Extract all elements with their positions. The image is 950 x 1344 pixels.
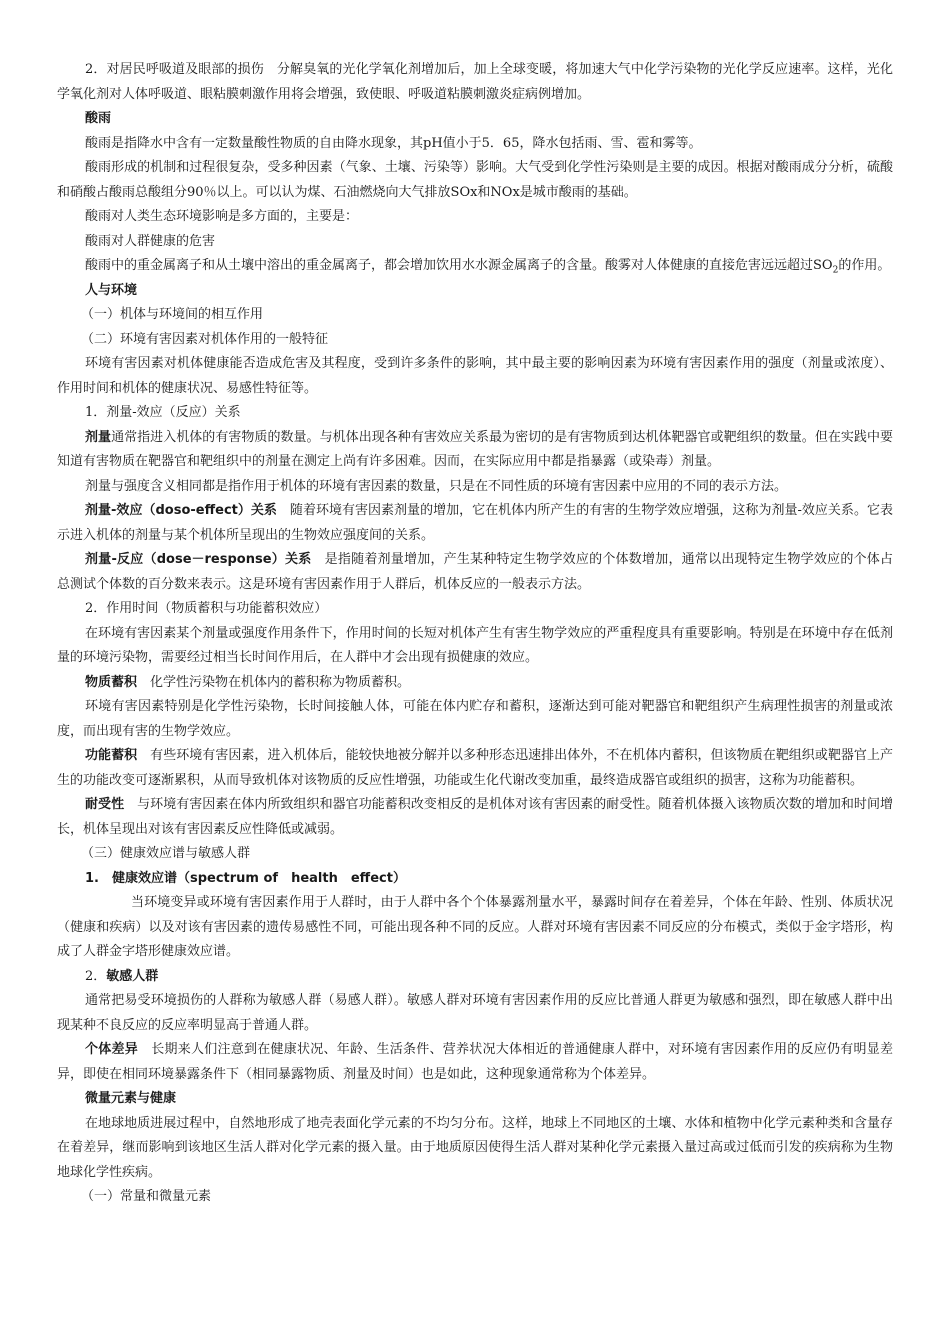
paragraph (57, 744, 893, 793)
term-label: 功能蓄积 (85, 748, 138, 763)
paragraph (57, 58, 893, 107)
paragraph (57, 352, 893, 401)
paragraph-text: 微量元素与健康 (85, 1091, 177, 1106)
paragraph-text: 酸雨对人群健康的危害 (85, 233, 216, 249)
term-label: 1. 健康效应谱（spectrum of health effect） (85, 870, 406, 886)
subsection-title (57, 842, 893, 867)
section-heading (57, 107, 893, 132)
paragraph-text: 酸雨 (85, 111, 112, 126)
subsection-title (57, 1185, 893, 1210)
paragraph (57, 622, 893, 671)
paragraph (57, 230, 893, 255)
paragraph-text: 是指随着剂量增加，产生某种特定生物学效应的个体数增加，通常以出现特定生物学效应的个体占总测试个体数的百分数来表示。这是环境有害因素作用于人群后，机体反应的一般表示方法。 (57, 552, 893, 592)
paragraph-tail: 的作用。 (838, 258, 891, 273)
subscript: 2 (832, 265, 839, 276)
subsection-title (57, 401, 893, 426)
section-heading (57, 279, 893, 304)
paragraph-text: 通常指进入机体的有害物质的数量。与机体出现各种有害效应关系最为密切的是有害物质到达机体靶器官或靶组织的数量。但在实践中要知道有害物质在靶器官和靶组织中的剂量在测定上尚有许多困难。因而，在实际应用中都是指暴露（或染毒）剂量。 (57, 429, 893, 469)
term-label: 剂量 (85, 429, 112, 445)
document-page (57, 58, 893, 1210)
paragraph-text: 当环境变异或环境有害因素作用于人群时，由于人群中各个个体暴露剂量水平，暴露时间存在着差异，个体在年龄、性别、体质状况（健康和疾病）以及对该有害因素的遗传易感性不同，可能出现各种不同的反应。人群对环境有害因素不同反应的分布模式，类似于金字塔形，构成了人群金字塔形健康效应谱。 (57, 895, 893, 959)
paragraph-text: 2．作用时间（物质蓄积与功能蓄积效应） (85, 601, 328, 616)
paragraph (57, 254, 893, 279)
subsection-title (57, 328, 893, 353)
paragraph-text: 随着环境有害因素剂量的增加，它在机体内所产生的有害的生物学效应增强，这称为剂量-效应关系。它表示进入机体的剂量与某个机体所呈现出的生物效应强度间的关系。 (57, 503, 893, 543)
term-label: 物质蓄积 (85, 674, 138, 690)
term-label: 剂量-效应（doso-effect）关系 (85, 503, 277, 518)
paragraph-text: 与环境有害因素在体内所致组织和器官功能蓄积改变相反的是机体对该有害因素的耐受性。随着机体摄入该物质次数的增加和时间增长，机体呈现出对该有害因素反应性降低或减弱。 (57, 797, 893, 837)
paragraph (57, 1112, 893, 1186)
paragraph (57, 793, 893, 842)
paragraph-prefix: 2． (85, 968, 107, 984)
paragraph-text: 长期来人们注意到在健康状况、年龄、生活条件、营养状况大体相近的普通健康人群中，对环境有害因素作用的反应仍有明显差异，即使在相同环境暴露条件下（相同暴露物质、剂量及时间）也是如此，这种现象通常称为个体差异。 (57, 1042, 893, 1082)
paragraph (57, 1038, 893, 1087)
paragraph-text: 在地球地质进展过程中，自然地形成了地壳表面化学元素的不均匀分布。这样，地球上不同地区的土壤、水体和植物中化学元素种类和含量存在着差异，继而影响到该地区生活人群对化学元素的摄入量。由于地质原因使得生活人群对某种化学元素摄入量过高或过低而引发的疾病称为生物地球化学性疾病。 (57, 1115, 893, 1180)
paragraph-text: 1．剂量-效应（反应）关系 (85, 405, 241, 420)
paragraph (57, 989, 893, 1038)
paragraph (57, 132, 893, 157)
paragraph-text: 环境有害因素对机体健康能否造成危害及其程度，受到许多条件的影响，其中最主要的影响因素为环境有害因素作用的强度（剂量或浓度）、作用时间和机体的健康状况、易感性特征等。 (57, 356, 893, 396)
paragraph (57, 426, 893, 475)
paragraph-text: （一）常量和微量元素 (81, 1189, 212, 1204)
paragraph-text: 2．对居民呼吸道及眼部的损伤 分解臭氧的光化学氧化剂增加后，加上全球变暖，将加速大气中化学污染物的光化学反应速率。这样，光化学氧化剂对人体呼吸道、眼粘膜刺激作用将会增强，致使眼、呼吸道粘膜刺激炎症病例增加。 (57, 62, 893, 102)
paragraph-text: 酸雨中的重金属离子和从土壤中溶出的重金属离子，都会增加饮用水水源金属离子的含量。酸雾对人体健康的直接危害远远超过SO (85, 258, 833, 273)
paragraph-text: 在环境有害因素某个剂量或强度作用条件下，作用时间的长短对机体产生有害生物学效应的严重程度具有重要影响。特别是在环境中存在低剂量的环境污染物，需要经过相当长时间作用后，在人群中才会出现有损健康的效应。 (57, 625, 893, 665)
paragraph (57, 671, 893, 696)
paragraph (57, 695, 893, 744)
paragraph (57, 499, 893, 548)
paragraph-text: 剂量与强度含义相同都是指作用于机体的环境有害因素的数量，只是在不同性质的环境有害因素中应用的不同的表示方法。 (85, 478, 788, 494)
paragraph (57, 156, 893, 205)
paragraph-text: 环境有害因素特别是化学性污染物，长时间接触人体，可能在体内贮存和蓄积，逐渐达到可能对靶器官和靶组织产生病理性损害的剂量或浓度，而出现有害的生物学效应。 (57, 699, 893, 739)
term-label: 剂量-反应（dose－response）关系 (85, 552, 312, 567)
paragraph-text: （二）环境有害因素对机体作用的一般特征 (81, 331, 329, 347)
subsection-title (57, 303, 893, 328)
paragraph (57, 205, 893, 230)
paragraph (57, 891, 893, 965)
paragraph-text: 化学性污染物在机体内的蓄积称为物质蓄积。 (137, 674, 411, 690)
paragraph-text: （三）健康效应谱与敏感人群 (81, 846, 251, 861)
term-label: 个体差异 (85, 1042, 138, 1057)
section-heading (57, 1087, 893, 1112)
subsection-title (57, 597, 893, 622)
paragraph-text: 酸雨是指降水中含有一定数量酸性物质的自由降水现象，其pH值小于5．65，降水包括雨、雪、雹和雾等。 (85, 135, 702, 151)
term-label: 敏感人群 (106, 968, 159, 984)
paragraph-text: 酸雨对人类生态环境影响是多方面的，主要是： (85, 209, 359, 224)
paragraph-text: 人与环境 (85, 282, 138, 298)
paragraph (57, 475, 893, 500)
term-label: 耐受性 (85, 797, 125, 812)
paragraph (57, 867, 893, 892)
paragraph (57, 965, 893, 990)
paragraph-text: 酸雨形成的机制和过程很复杂，受多种因素（气象、土壤、污染等）影响。大气受到化学性污染则是主要的成因。根据对酸雨成分分析，硫酸和硝酸占酸雨总酸组分90％以上。可以认为煤、石油燃烧向大气排放SOx和NOx是城市酸雨的基础。 (57, 160, 893, 200)
paragraph-text: （一）机体与环境间的相互作用 (81, 307, 264, 322)
paragraph-text: 通常把易受环境损伤的人群称为敏感人群（易感人群）。敏感人群对环境有害因素作用的反应比普通人群更为敏感和强烈，即在敏感人群中出现某种不良反应的反应率明显高于普通人群。 (57, 993, 893, 1033)
paragraph-text: 有些环境有害因素，进入机体后，能较快地被分解并以多种形态迅速排出体外，不在机体内蓄积，但该物质在靶组织或靶器官上产生的功能改变可逐渐累积，从而导致机体对该物质的反应性增强，功能或生化代谢改变加重，最终造成器官或组织的损害，这称为功能蓄积。 (57, 748, 893, 788)
paragraph (57, 548, 893, 597)
